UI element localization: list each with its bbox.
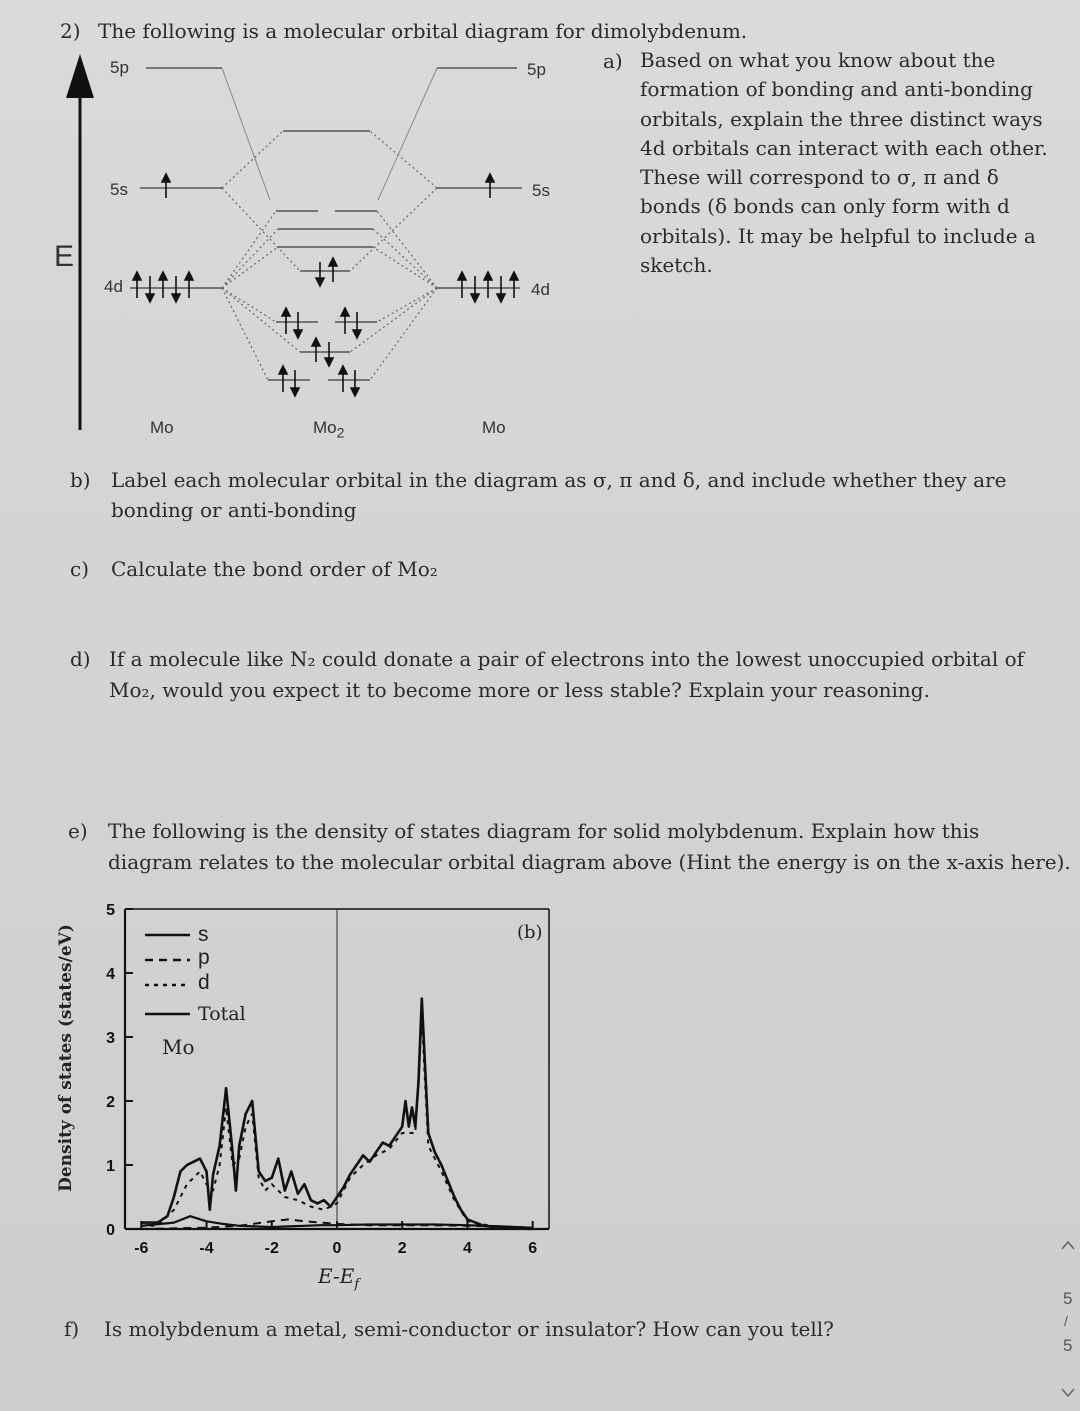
electron-arrows: [133, 174, 518, 396]
question-number: 2): [60, 19, 81, 43]
x-tick-label: 0: [332, 1240, 342, 1257]
panel-label: (b): [517, 922, 543, 943]
dotted-line: [350, 288, 437, 352]
text-line: If a molecule like N₂ could donate a pair of electrons into the lowest unoccupied orbital of: [109, 647, 1025, 671]
legend-total-label: Total: [198, 1003, 246, 1025]
y-tick-label: 5: [106, 902, 115, 919]
text-line: 4d orbitals can interact with each other.: [640, 135, 1048, 160]
x-tick-label: -6: [134, 1240, 149, 1257]
dotted-line: [373, 247, 437, 288]
page-up-button[interactable]: [1060, 1238, 1076, 1254]
xlabel-sub: f: [354, 1277, 360, 1292]
right-5p-label: 5p: [527, 60, 546, 79]
right-5s-label: 5s: [532, 181, 550, 200]
text-line: Based on what you know about the: [640, 48, 996, 72]
y-tick-label: 4: [106, 966, 115, 983]
part-e-text: [108, 816, 1071, 878]
mo-diagram: [0, 0, 600, 460]
left-4d-electrons: [133, 272, 193, 302]
part-f-letter: f): [64, 1317, 80, 1341]
text-line: These will correspond to σ, π and δ: [640, 165, 999, 190]
legend-d-label: d: [198, 971, 210, 994]
part-e-letter: e): [68, 819, 88, 843]
dos-xlabel: [318, 1264, 359, 1292]
text-line: sketch.: [640, 253, 713, 278]
dotted-line: [222, 288, 300, 352]
element-label: Mo: [162, 1035, 195, 1059]
x-tick-label: -2: [264, 1240, 279, 1257]
dotted-line: [370, 288, 437, 380]
electron-pair: [282, 308, 302, 338]
text-line: formation of bonding and anti-bonding: [640, 77, 1033, 102]
molecule-label: [313, 418, 344, 440]
text-line: bonding or anti-bonding: [111, 498, 357, 522]
part-b-letter: b): [70, 468, 91, 492]
x-tick-label: 2: [397, 1240, 407, 1257]
molecule-subscript: 2: [336, 424, 345, 441]
text-line: bonds (δ bonds can only form with d: [640, 194, 1010, 219]
y-tick-label: 2: [106, 1094, 115, 1111]
part-b-text: [111, 465, 1006, 525]
text-line: The following is the density of states diagram for solid molybdenum. Explain how this: [108, 819, 980, 843]
text-line: diagram relates to the molecular orbital diagram above (Hint the energy is on the x-axis here).: [108, 850, 1071, 874]
y-tick-label: 0: [106, 1222, 115, 1239]
mo-levels: [268, 131, 377, 380]
dotted-line: [373, 229, 437, 288]
text-line: Mo₂, would you expect it to become more or less stable? Explain your reasoning.: [109, 678, 930, 702]
dotted-line: [222, 211, 276, 288]
energy-axis-arrow: [66, 54, 94, 98]
left-5s-label: 5s: [110, 180, 128, 199]
part-a-letter: a): [603, 49, 623, 73]
electron-up-arrow: [162, 174, 170, 198]
right-4d-label: 4d: [531, 280, 550, 299]
right-4d-electrons: [458, 272, 518, 302]
energy-axis-label: E: [54, 240, 75, 273]
atom-left-label: Mo: [150, 418, 174, 437]
part-a-text: [640, 46, 1060, 280]
left-4d-label: 4d: [104, 277, 123, 296]
electron-pair: [316, 258, 337, 286]
text-line: orbitals). It may be helpful to include a: [640, 223, 1036, 248]
electron-pair: [339, 366, 359, 396]
y-tick-label: 1: [106, 1158, 115, 1175]
electron-pair: [279, 366, 299, 396]
dos-ylabel: Density of states (states/eV): [56, 924, 76, 1192]
text-line: Label each molecular orbital in the diagram as σ, π and δ, and include whether they are: [111, 468, 1007, 492]
part-f-text: Is molybdenum a metal, semi-conductor or insulator? How can you tell?: [104, 1317, 834, 1341]
dotted-line: [222, 288, 276, 322]
x-tick-label: -4: [199, 1240, 214, 1257]
part-d-text: [109, 644, 1024, 706]
question-intro: The following is a molecular orbital diagram for dimolybdenum.: [98, 19, 748, 43]
molecule-base: Mo: [313, 418, 337, 437]
atom-right-label: Mo: [482, 418, 506, 437]
chevron-up-icon: [1060, 1238, 1076, 1254]
x-tick-label: 6: [528, 1240, 538, 1257]
y-tick-label: 3: [106, 1030, 115, 1047]
dotted-line: [222, 229, 278, 288]
page-separator: /: [1064, 1313, 1068, 1329]
left-5p-label: 5p: [110, 58, 129, 77]
xlabel-main: E-E: [318, 1264, 355, 1288]
legend-s-label: s: [198, 923, 209, 946]
correlation-line: [222, 68, 270, 200]
electron-pair: [341, 308, 361, 338]
x-tick-label: 4: [463, 1240, 472, 1257]
dotted-line: [377, 288, 437, 322]
electron-up-arrow: [486, 174, 494, 198]
dotted-line: [377, 211, 437, 288]
dotted-line: [222, 131, 283, 188]
part-c-letter: c): [70, 557, 90, 581]
dos-legend: [145, 935, 190, 1014]
page-total: 5: [1063, 1336, 1073, 1355]
chevron-down-icon: [1060, 1384, 1076, 1400]
correlation-lines: [222, 68, 437, 200]
part-d-letter: d): [70, 647, 91, 671]
dotted-line: [222, 247, 278, 288]
legend-p-label: p: [198, 946, 210, 969]
page-down-button[interactable]: [1060, 1384, 1076, 1400]
dos-chart: [90, 890, 570, 1300]
dotted-line: [370, 131, 437, 188]
part-c-text: Calculate the bond order of Mo₂: [111, 557, 438, 581]
page-current: 5: [1063, 1289, 1073, 1308]
text-line: orbitals, explain the three distinct ways: [640, 106, 1043, 131]
